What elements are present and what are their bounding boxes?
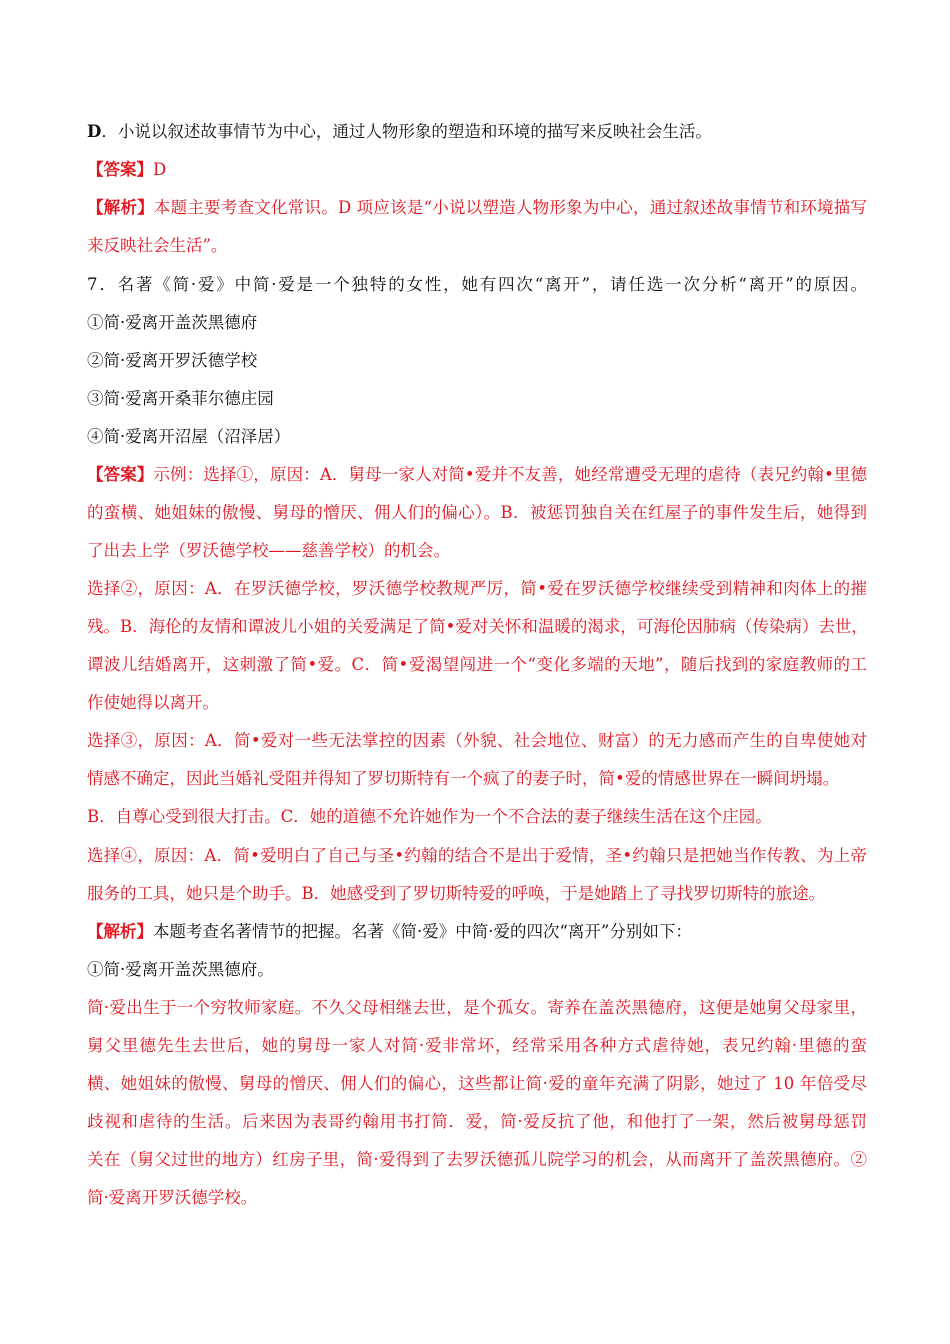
q7-option-1: ①简·爱离开盖茨黑德府 <box>87 313 258 332</box>
q7-answer-line-10: B．自尊心受到很大打击。C．她的道德不允许她作为一个不合法的妻子继续生活在这个庄园。 <box>87 807 772 826</box>
q7-option-4: ④简·爱离开沼屋（沼泽居） <box>87 427 291 446</box>
analysis-text: 本题主要考查文化常识。D 项应该是“小说以塑造人物形象为中心，通过叙述故事情节和环境描写 <box>153 198 867 217</box>
q7-analysis-line-2: 简·爱出生于一个穷牧师家庭。不久父母相继去世，是个孤女。寄养在盖茨黑德府，这便是她舅父母家里， <box>87 998 867 1017</box>
q7-answer-line-8: 选择③，原因：A．简•爱对一些无法掌控的因素（外貌、社会地位、财富）的无力感而产生的自卑使她对 <box>87 731 867 750</box>
answer-tag: 【答案】 <box>87 160 153 179</box>
q7-answer-line-6: 谭波儿结婚离开，这刺激了简•爱。C．简•爱渴望闯进一个“变化多端的天地”，随后找到的家庭教师的工 <box>87 655 867 674</box>
q7-analysis-line-5: 歧视和虐待的生活。后来因为表哥约翰用书打简．爱，简·爱反抗了他，和他打了一架，然后被舅母惩罚 <box>87 1112 867 1131</box>
q7-answer-line-4: 选择②，原因：A．在罗沃德学校，罗沃德学校教规严厉，简•爱在罗沃德学校继续受到精神和肉体上的摧 <box>87 579 867 598</box>
answer-tag: 【答案】 <box>87 465 154 484</box>
q7-answer-line-12: 服务的工具，她只是个助手。B．她感受到了罗切斯特爱的呼唤，于是她踏上了寻找罗切斯特的旅途。 <box>87 884 826 903</box>
q7-answer-line-1 <box>87 464 867 486</box>
analysis-tag: 【解析】 <box>87 198 154 217</box>
q7-answer-line-3: 了出去上学（罗沃德学校——慈善学校）的机会。 <box>87 541 450 560</box>
q7-analysis-line-7: 简·爱离开罗沃德学校。 <box>87 1188 258 1207</box>
q7-answer-line-5: 残。B．海伦的友情和谭波儿小姐的关爱满足了简•爱对关怀和温暖的渴求，可海伦因肺病（传染病）去世， <box>87 617 868 636</box>
q7-analysis-line-4: 横、她姐妹的傲慢、舅母的憎厌、佣人们的偏心，这些都让简·爱的童年充满了阴影，她过了 10 年倍受尽 <box>87 1074 867 1093</box>
q7-answer-line-11: 选择④，原因：A．简•爱明白了自己与圣•约翰的结合不是出于爱情，圣•约翰只是把她当作传教、为上帝 <box>87 846 867 865</box>
option-d-label: D <box>87 122 102 141</box>
q6-answer <box>87 159 867 181</box>
option-d-text: ．小说以叙述故事情节为中心，通过人物形象的塑造和环境的描写来反映社会生活。 <box>101 122 712 141</box>
q6-analysis-line-1 <box>87 197 867 219</box>
q6-option-d <box>87 121 867 143</box>
q7-analysis-line-6: 关在（舅父过世的地方）红房子里，简·爱得到了去罗沃德孤儿院学习的机会，从而离开了盖茨黑德府。② <box>87 1150 867 1169</box>
answer-text: 示例：选择①，原因：A．舅母一家人对简•爱并不友善，她经常遭受无理的虐待（表兄约翰•里德 <box>153 465 868 484</box>
q7-answer-line-7: 作使她得以离开。 <box>87 693 219 712</box>
q7-question: 7．名著《简·爱》中简·爱是一个独特的女性，她有四次“离开”，请任选一次分析“离开”的原因。 <box>87 275 867 294</box>
q7-option-3: ③简·爱离开桑菲尔德庄园 <box>87 389 274 408</box>
answer-value: D <box>153 160 167 179</box>
q7-analysis-line-1 <box>87 921 867 943</box>
q7-option-2: ②简·爱离开罗沃德学校 <box>87 351 258 370</box>
q7-answer-line-9: 情感不确定，因此当婚礼受阻并得知了罗切斯特有一个疯了的妻子时，简•爱的情感世界在一瞬间坍塌。 <box>87 769 840 788</box>
analysis-text: 本题考查名著情节的把握。名著《简·爱》中简·爱的四次“离开”分别如下： <box>153 922 692 941</box>
q7-analysis-item-1: ①简·爱离开盖茨黑德府。 <box>87 960 274 979</box>
q6-analysis-line-2: 来反映社会生活”。 <box>87 236 228 255</box>
analysis-tag: 【解析】 <box>87 922 153 941</box>
q7-analysis-line-3: 舅父里德先生去世后，她的舅母一家人对简·爱非常坏，经常采用各种方式虐待她，表兄约翰·里德的蛮 <box>87 1036 867 1055</box>
q7-answer-line-2: 的蛮横、她姐妹的傲慢、舅母的憎厌、佣人们的偏心）。B．被惩罚独自关在红屋子的事件发生后，她得到 <box>87 503 867 522</box>
